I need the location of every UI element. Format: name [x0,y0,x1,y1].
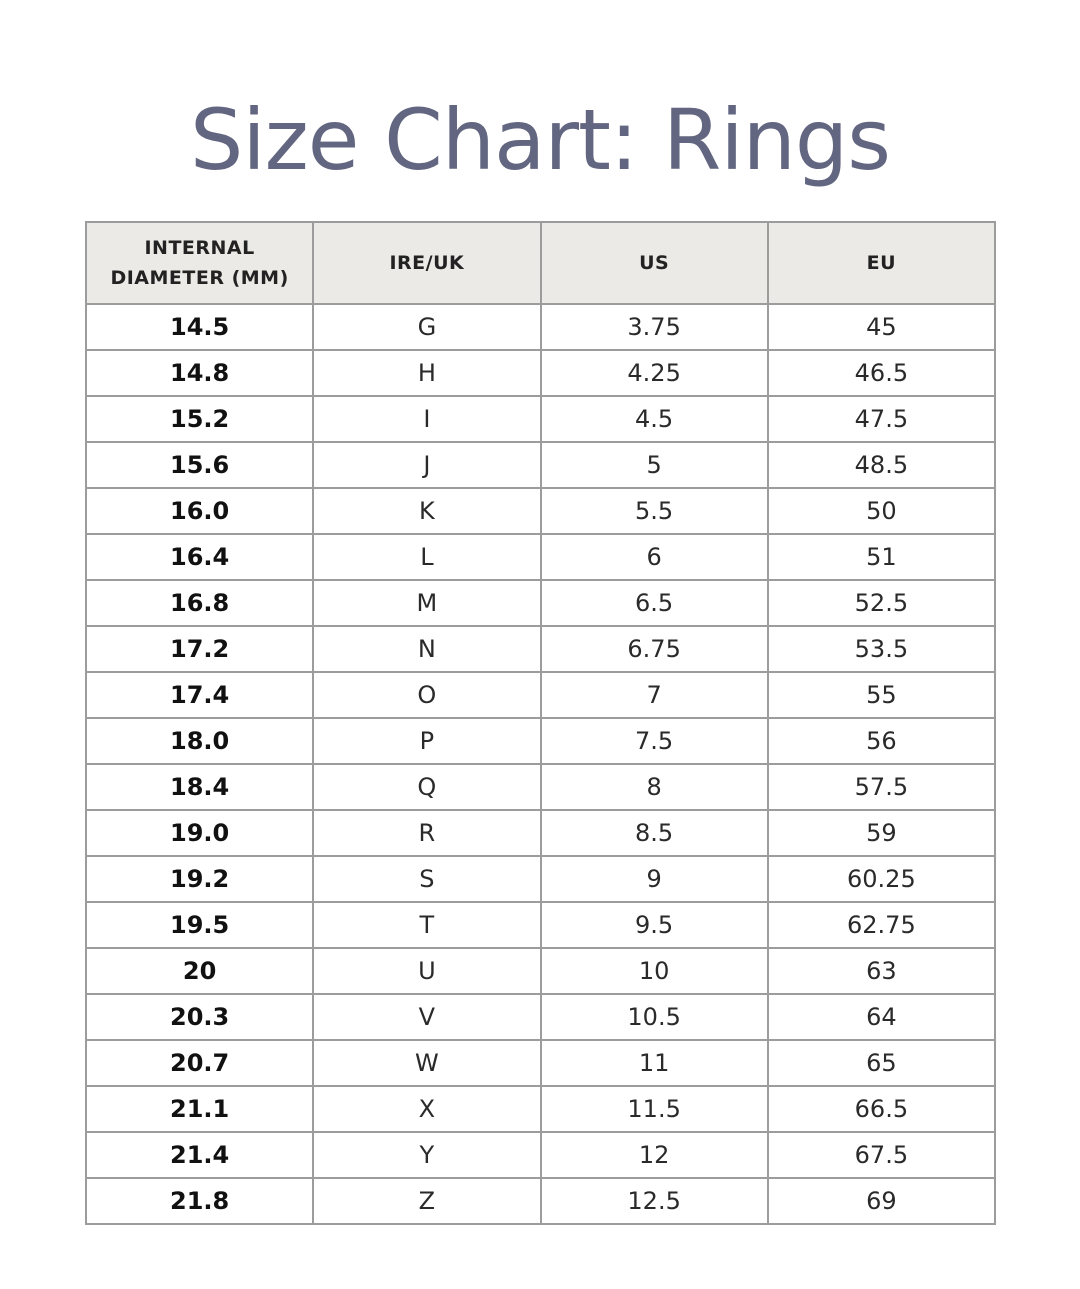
table-row [86,580,995,626]
table-row [86,672,995,718]
cell-ire-uk: R [313,810,540,856]
cell-eu: 55 [768,672,995,718]
table-row [86,1132,995,1178]
cell-us: 4.25 [541,350,768,396]
cell-internal-diameter: 18.0 [86,718,313,764]
cell-ire-uk: H [313,350,540,396]
cell-eu: 52.5 [768,580,995,626]
cell-internal-diameter: 20.3 [86,994,313,1040]
cell-eu: 69 [768,1178,995,1224]
table-row [86,1178,995,1224]
cell-us: 9 [541,856,768,902]
cell-ire-uk: T [313,902,540,948]
cell-internal-diameter: 19.0 [86,810,313,856]
cell-internal-diameter: 16.4 [86,534,313,580]
table-row [86,948,995,994]
cell-us: 12 [541,1132,768,1178]
cell-internal-diameter: 19.5 [86,902,313,948]
cell-us: 6 [541,534,768,580]
table-row [86,856,995,902]
cell-ire-uk: X [313,1086,540,1132]
cell-us: 11 [541,1040,768,1086]
cell-ire-uk: W [313,1040,540,1086]
cell-ire-uk: N [313,626,540,672]
ring-size-table [85,221,996,1225]
cell-eu: 60.25 [768,856,995,902]
cell-ire-uk: O [313,672,540,718]
cell-eu: 53.5 [768,626,995,672]
header-ire-uk: IRE/UK [313,222,540,304]
cell-us: 5 [541,442,768,488]
cell-ire-uk: Y [313,1132,540,1178]
cell-eu: 57.5 [768,764,995,810]
cell-ire-uk: K [313,488,540,534]
cell-us: 3.75 [541,304,768,350]
table-row [86,1086,995,1132]
table-row [86,626,995,672]
cell-us: 4.5 [541,396,768,442]
cell-ire-uk: J [313,442,540,488]
header-internal-diameter [86,222,313,304]
cell-ire-uk: U [313,948,540,994]
header-internal-diameter-line1: INTERNAL [144,237,255,259]
cell-ire-uk: G [313,304,540,350]
cell-internal-diameter: 15.2 [86,396,313,442]
cell-us: 12.5 [541,1178,768,1224]
cell-eu: 66.5 [768,1086,995,1132]
cell-eu: 59 [768,810,995,856]
cell-internal-diameter: 17.4 [86,672,313,718]
cell-us: 10 [541,948,768,994]
cell-us: 6.75 [541,626,768,672]
header-eu: EU [768,222,995,304]
cell-us: 10.5 [541,994,768,1040]
table-row [86,994,995,1040]
page-title: Size Chart: Rings [190,91,890,190]
cell-us: 5.5 [541,488,768,534]
table-body [86,304,995,1224]
table-row [86,350,995,396]
cell-internal-diameter: 17.2 [86,626,313,672]
cell-internal-diameter: 14.8 [86,350,313,396]
table-row [86,902,995,948]
cell-ire-uk: L [313,534,540,580]
cell-ire-uk: M [313,580,540,626]
table-row [86,488,995,534]
cell-internal-diameter: 21.1 [86,1086,313,1132]
cell-eu: 50 [768,488,995,534]
cell-internal-diameter: 16.0 [86,488,313,534]
cell-eu: 64 [768,994,995,1040]
table-row [86,396,995,442]
cell-internal-diameter: 21.4 [86,1132,313,1178]
cell-ire-uk: Z [313,1178,540,1224]
cell-eu: 67.5 [768,1132,995,1178]
cell-us: 7 [541,672,768,718]
cell-us: 6.5 [541,580,768,626]
table-row [86,304,995,350]
cell-us: 9.5 [541,902,768,948]
cell-eu: 45 [768,304,995,350]
cell-eu: 62.75 [768,902,995,948]
cell-internal-diameter: 18.4 [86,764,313,810]
cell-internal-diameter: 19.2 [86,856,313,902]
cell-us: 11.5 [541,1086,768,1132]
cell-eu: 65 [768,1040,995,1086]
cell-eu: 46.5 [768,350,995,396]
header-us: US [541,222,768,304]
table-header-row [86,222,995,304]
cell-internal-diameter: 16.8 [86,580,313,626]
cell-us: 7.5 [541,718,768,764]
table-row [86,442,995,488]
table-row [86,764,995,810]
cell-ire-uk: P [313,718,540,764]
table-row [86,534,995,580]
cell-eu: 56 [768,718,995,764]
cell-eu: 63 [768,948,995,994]
cell-ire-uk: I [313,396,540,442]
cell-ire-uk: V [313,994,540,1040]
table-row [86,1040,995,1086]
cell-eu: 48.5 [768,442,995,488]
cell-eu: 47.5 [768,396,995,442]
cell-internal-diameter: 15.6 [86,442,313,488]
cell-eu: 51 [768,534,995,580]
table-row [86,718,995,764]
header-internal-diameter-line2: DIAMETER (MM) [110,267,289,289]
table-row [86,810,995,856]
cell-ire-uk: Q [313,764,540,810]
cell-ire-uk: S [313,856,540,902]
cell-internal-diameter: 20 [86,948,313,994]
cell-internal-diameter: 14.5 [86,304,313,350]
cell-internal-diameter: 21.8 [86,1178,313,1224]
cell-internal-diameter: 20.7 [86,1040,313,1086]
cell-us: 8.5 [541,810,768,856]
cell-us: 8 [541,764,768,810]
